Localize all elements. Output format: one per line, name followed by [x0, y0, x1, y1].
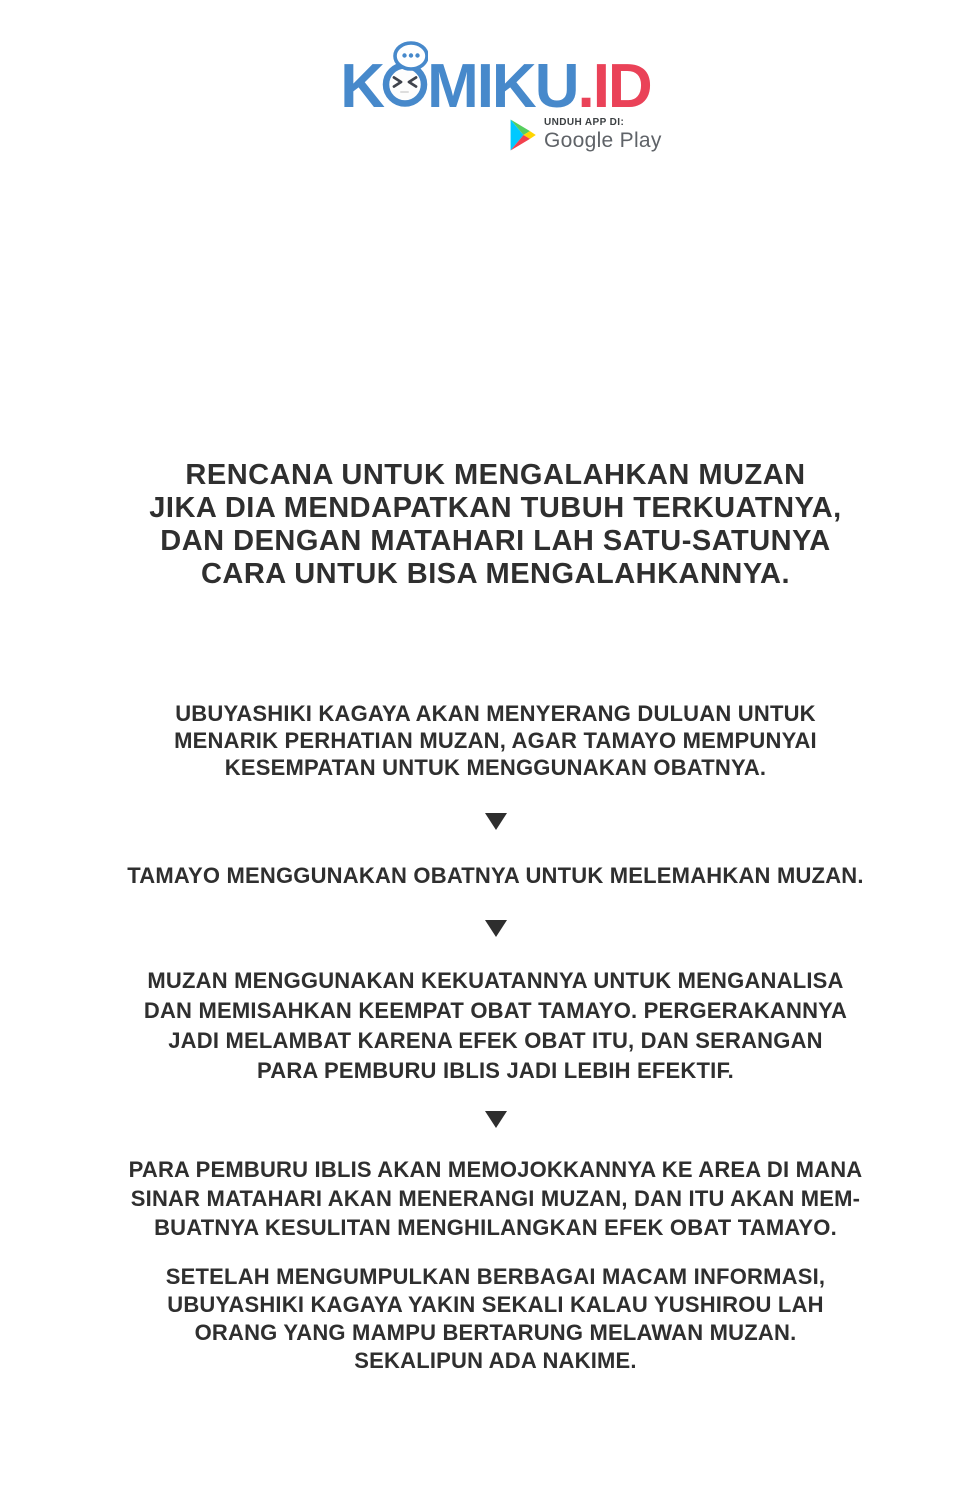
title-line: RENCANA UNTUK MENGALAHKAN MUZAN: [185, 459, 806, 491]
step-line: TAMAYO MENGGUNAKAN OBATNYA UNTUK MELEMAHKAN MUZAN.: [127, 863, 864, 888]
store-name: Google Play: [544, 129, 662, 152]
logo-letters-miku: MIKU: [427, 52, 578, 121]
title-line: CARA UNTUK BISA MENGALAHKANNYA.: [200, 558, 791, 590]
step-line: ORANG YANG MAMPU BERTARUNG MELAWAN MUZAN.: [194, 1320, 797, 1345]
step-line: SEKALIPUN ADA NAKIME.: [354, 1348, 637, 1373]
google-play-icon: [508, 118, 539, 152]
step-line: PARA PEMBURU IBLIS AKAN MEMOJOKKANNYA KE AREA DI MANA: [128, 1157, 863, 1182]
title-line: DAN DENGAN MATAHARI LAH SATU-SATUNYA: [160, 525, 831, 557]
komiku-mascot-face-icon: [382, 41, 428, 107]
komiku-logo[interactable]: [36, 41, 955, 120]
flow-arrow-down-icon: [485, 1111, 507, 1128]
google-play-badge[interactable]: [508, 117, 662, 153]
step-line: UBUYASHIKI KAGAYA YAKIN SEKALI KALAU YUSHIROU LAH: [167, 1292, 824, 1317]
step-line: KESEMPATAN UNTUK MENGGUNAKAN OBATNYA.: [224, 755, 767, 780]
flow-arrow-down-icon: [485, 813, 507, 830]
step-line: MUZAN MENGGUNAKAN KEKUATANNYA UNTUK MENGANALISA: [147, 968, 844, 993]
step-line: MENARIK PERHATIAN MUZAN, AGAR TAMAYO MEMPUNYAI: [174, 728, 817, 753]
step-line: UBUYASHIKI KAGAYA AKAN MENYERANG DULUAN UNTUK: [175, 701, 816, 726]
plan-conclusion: [36, 1263, 955, 1375]
step-line: JADI MELAMBAT KARENA EFEK OBAT ITU, DAN SERANGAN: [168, 1028, 823, 1053]
plan-step-4: [36, 1155, 955, 1242]
title-line: JIKA DIA MENDAPATKAN TUBUH TERKUATNYA,: [149, 492, 842, 524]
step-line: SINAR MATAHARI AKAN MENERANGI MUZAN, DAN ITU AKAN MEM-: [130, 1186, 861, 1211]
flow-arrow-down-icon: [485, 920, 507, 937]
google-play-text: [544, 117, 662, 153]
plan-title: [36, 459, 955, 591]
step-line: DAN MEMISAHKAN KEEMPAT OBAT TAMAYO. PERGERAKANNYA: [143, 998, 848, 1023]
logo-tld-id: .ID: [577, 52, 651, 121]
store-tagline: UNDUH APP DI:: [544, 117, 625, 128]
step-line: PARA PEMBURU IBLIS JADI LEBIH EFEKTIF.: [257, 1058, 734, 1083]
logo-letter-k: K: [340, 52, 384, 121]
step-line: SETELAH MENGUMPULKAN BERBAGAI MACAM INFORMASI,: [165, 1264, 826, 1289]
plan-step-1: [36, 700, 955, 781]
plan-step-3: [36, 966, 955, 1086]
step-line: BUATNYA KESULITAN MENGHILANGKAN EFEK OBAT TAMAYO.: [154, 1215, 837, 1240]
plan-step-2: [36, 862, 955, 889]
